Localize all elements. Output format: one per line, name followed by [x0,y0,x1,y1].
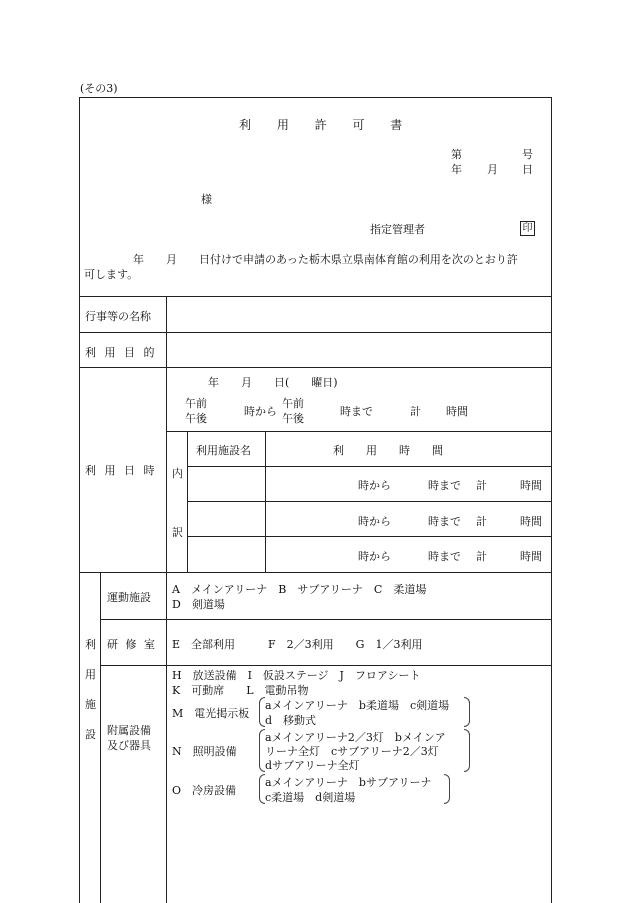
number-go: 号 [522,148,533,161]
facility-name-header: 利用施設名 [196,444,251,457]
document-title: 利 用 許 可 書 [239,118,403,132]
date-year: 年 [451,163,462,176]
event-name-label: 行事等の名称 [85,310,151,323]
breakdown-row-line [187,501,552,502]
breakdown-row-line [187,536,552,537]
breakdown-uchi: 内 [172,467,183,480]
row-divider [79,332,552,333]
equipment-label-line2: 及び器具 [107,739,151,752]
end-pm: 午後 [282,412,304,425]
sports-facility-line2: D 剣道場 [172,598,225,611]
frame-left-line [79,97,80,903]
equipment-n-option2: リーナ全灯 cサブアリーナ2／3灯 [265,745,439,758]
facility-side-char: 設 [85,728,96,741]
bracket-right [464,697,470,727]
facility-side-char: 施 [85,698,96,711]
body-text-line2: 可します。 [84,268,139,281]
datetime-label: 利 用 日 時 [85,464,155,477]
bracket-right [464,729,470,772]
breakdown-wake: 訳 [172,526,183,539]
total-jikan: 時間 [446,405,468,418]
equipment-o-option1: aメインアリーナ bサブアリーナ [265,776,432,789]
sports-facility-label: 運動施設 [107,591,151,604]
equipment-n-option1: aメインアリーナ2／3灯 bメインア [265,731,446,744]
start-jikara: 時から [244,405,277,418]
equipment-h-line: H 放送設備 I 仮設ステージ J フロアシート [172,669,421,682]
time-row-kei: 計 [476,550,487,563]
start-am: 午前 [185,397,207,410]
start-pm: 午後 [185,412,207,425]
date-month: 月 [487,163,498,176]
equipment-n-option3: dサブアリーナ全灯 [265,759,360,772]
equipment-n-label: N 照明設備 [172,745,237,758]
time-row-from: 時から [358,515,391,528]
time-row-hours: 時間 [520,550,542,563]
seal-stamp: 印 [520,221,535,236]
facility-label-divider [166,572,167,903]
facility-side-divider [100,572,101,903]
equipment-o-option2: c柔道場 d剣道場 [265,791,356,804]
equipment-m-option1: aメインアリーナ b柔道場 c剣道場 [265,699,450,712]
date-day: 日 [522,163,533,176]
time-row-to: 時まで [428,550,461,563]
usage-time-header: 利 用 時 間 [333,444,443,457]
breakdown-row-line [187,466,552,467]
row-divider [79,367,552,368]
total-kei: 計 [410,405,421,418]
training-room-label: 研 修 室 [107,638,155,651]
time-row-kei: 計 [476,515,487,528]
body-text-line1: 年 月 日付けで申請のあった栃木県立県南体育館の利用を次のとおり許 [133,253,518,266]
purpose-label: 利 用 目 的 [85,346,155,359]
end-made: 時まで [340,405,373,418]
label-column-divider [166,296,167,572]
training-room-options: E 全部利用 F 2／3利用 G 1／3利用 [172,638,423,651]
datetime-date-line: 年 月 日( 曜日) [208,376,338,389]
row-divider [79,572,552,573]
number-dai: 第 [451,148,462,161]
facility-side-char: 利 [85,638,96,651]
row-divider [100,619,552,620]
time-row-hours: 時間 [520,515,542,528]
sports-facility-line1: A メインアリーナ B サブアリーナ C 柔道場 [172,583,427,596]
time-row-kei: 計 [476,479,487,492]
equipment-label-line1: 附属設備 [107,724,151,737]
equipment-m-option2: d 移動式 [265,714,317,727]
equipment-k-line: K 可動席 L 電動吊物 [172,684,309,697]
time-row-to: 時まで [428,515,461,528]
equipment-o-label: O 冷房設備 [172,784,237,797]
row-divider [100,665,552,666]
equipment-m-label: M 電光掲示板 [172,707,250,720]
breakdown-top-line [166,431,552,432]
end-am: 午前 [282,397,304,410]
document-label: (その3) [80,82,118,95]
bracket-right [444,774,450,804]
time-row-hours: 時間 [520,479,542,492]
time-row-to: 時まで [428,479,461,492]
frame-right-line [551,97,552,903]
row-divider [79,296,552,297]
recipient-sama: 様 [201,193,212,206]
designated-manager: 指定管理者 [370,223,425,236]
facility-side-char: 用 [85,668,96,681]
frame-top-line [79,97,552,98]
time-row-from: 時から [358,479,391,492]
time-row-from: 時から [358,550,391,563]
